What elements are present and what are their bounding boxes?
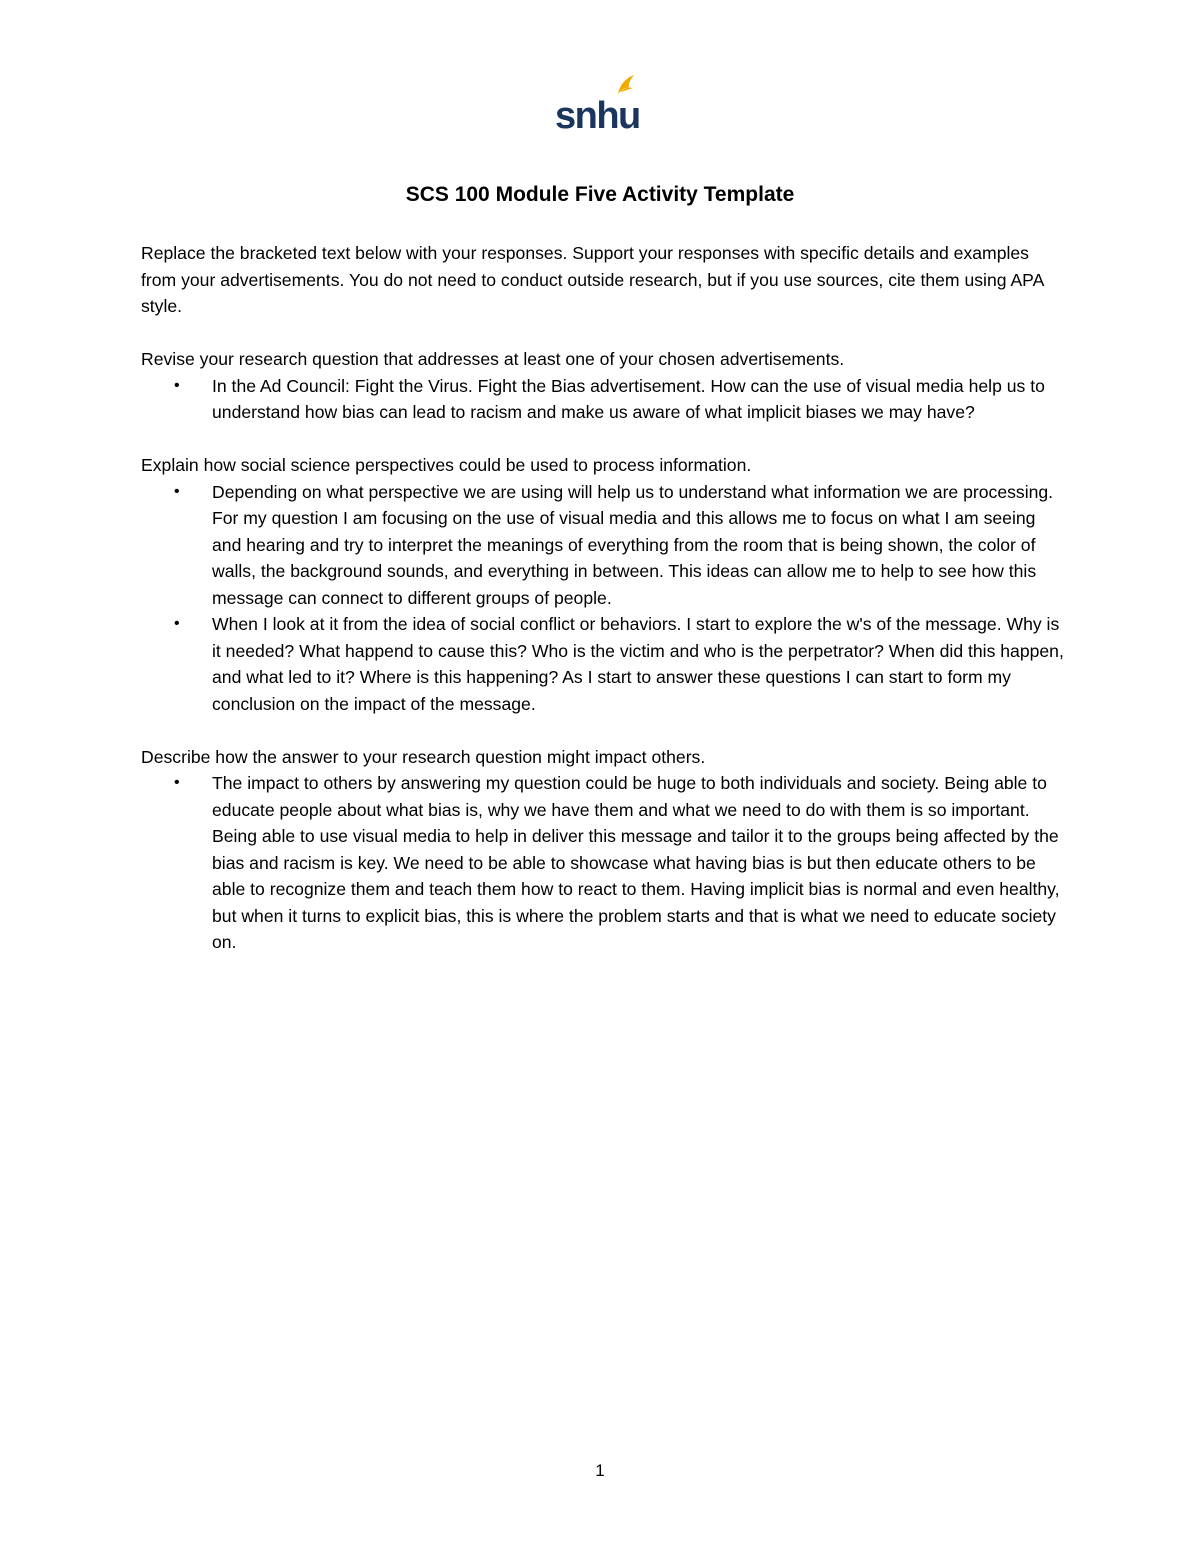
document-body [141, 240, 1066, 956]
bullet-icon: • [174, 482, 180, 500]
section-perspectives [141, 452, 1066, 717]
page-title: SCS 100 Module Five Activity Template [405, 183, 795, 206]
logo-wordmark: snhu [555, 95, 640, 134]
instructions-paragraph: Replace the bracketed text below with your responses. Support your responses with specific details and examples from your advertisements. You do not need to conduct outside research, but if you use sources, cite them using APA style. [141, 243, 1044, 316]
answer-list [141, 479, 1066, 718]
bullet-icon: • [174, 376, 180, 394]
section-prompt: Describe how the answer to your research question might impact others. [141, 746, 706, 767]
answer-list [141, 373, 1066, 426]
section-prompt: Explain how social science perspectives could be used to process information. [141, 455, 752, 475]
answer-text: The impact to others by answering my question could be huge to both individuals and society. Being able to educate people about what bias is, why we have them and what we need to do with them is so important. Being able to use visual media to help in deliver this message and tailor it to the groups being affected by the bias and racism is key. We need to be able to showcase what having bias is but then educate others to be able to recognize them and teach them how to react to them. Having implicit bias is normal and even healthy, but when it turns to explicit bias, this is where the problem starts and that is what we need to educate society on. [212, 773, 1060, 952]
answer-item [141, 373, 1066, 426]
page-number: 1 [595, 1461, 605, 1480]
bullet-icon: • [174, 615, 180, 632]
snhu-logo [554, 72, 640, 134]
section-impact [141, 744, 1066, 956]
answer-item [141, 611, 1066, 717]
section-prompt: Revise your research question that addresses at least one of your chosen advertisements. [141, 349, 845, 369]
answer-item [141, 770, 1066, 956]
section-research-question [141, 346, 1066, 426]
answer-list [141, 770, 1066, 956]
answer-text: Depending on what perspective we are using will help us to understand what information we are processing. For my question I am focusing on the use of visual media and this allows me to focus on what I am seeing and hearing and try to interpret the meanings of everything from the room that is being shown, the color of walls, the background sounds, and everything in between. This ideas can allow me to help to see how this message can connect to different groups of people. [212, 481, 1054, 608]
snhu-flame-logo-icon [554, 72, 640, 134]
bullet-icon: • [174, 774, 180, 791]
answer-text: When I look at it from the idea of social conflict or behaviors. I start to explore the w's of the message. Why is it needed? What happend to cause this? Who is the victim and who is the perpetrator? When did this happen, and what led to it? Where is this happening? As I start to answer these questions I can start to form my conclusion on the impact of the message. [212, 614, 1064, 714]
answer-item [141, 479, 1066, 612]
answer-text: In the Ad Council: Fight the Virus. Fight the Bias advertisement. How can the use of visual media help us to understand how bias can lead to racism and make us aware of what implicit biases we may have? [212, 375, 1045, 422]
